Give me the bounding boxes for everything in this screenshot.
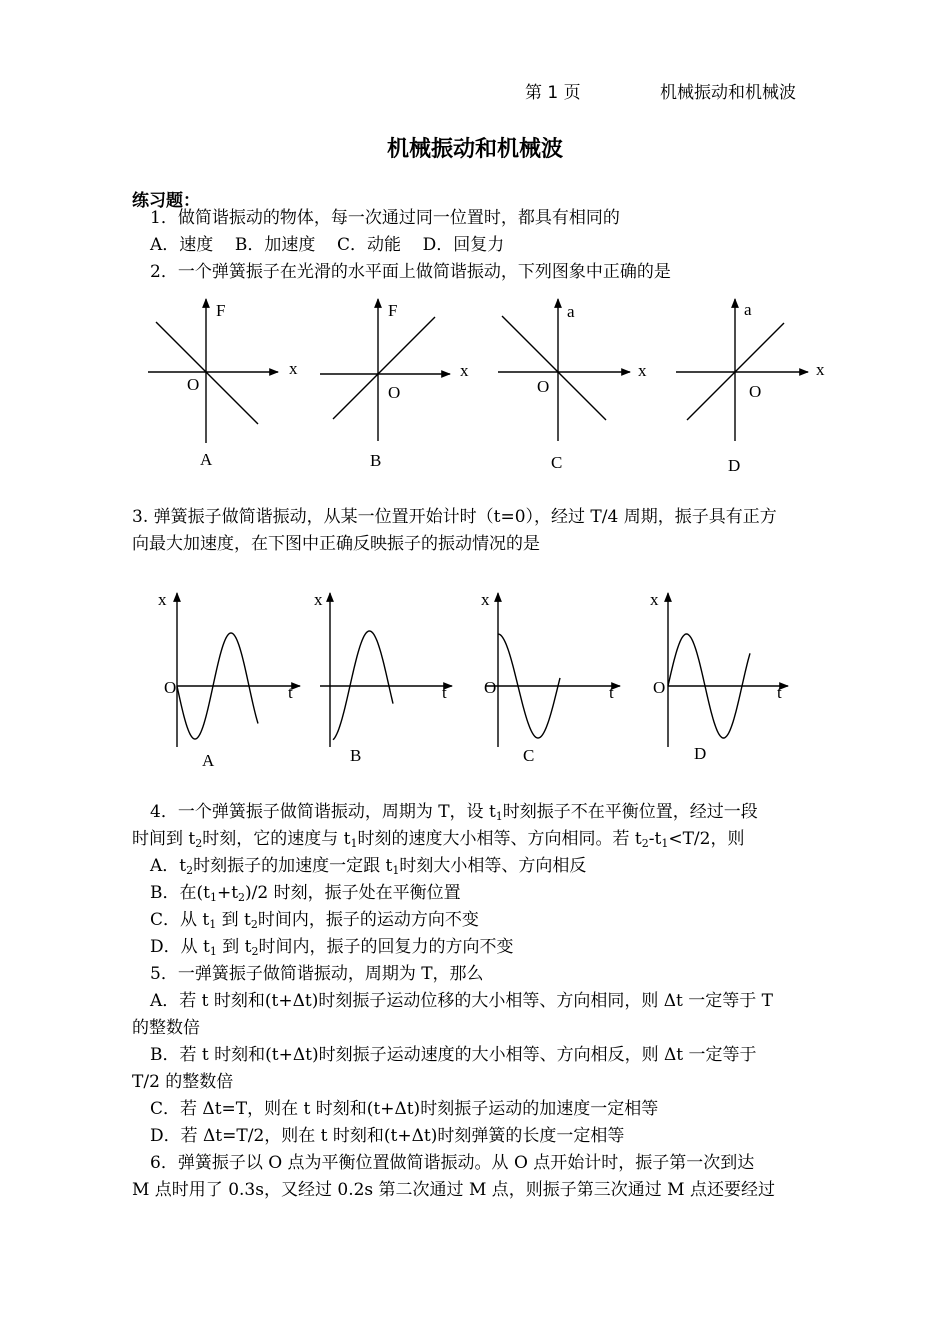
q2-d-letter: D <box>728 456 741 475</box>
q5-option-d: D．若 Δt=T/2，则在 t 时刻和(t+Δt)时刻弹簧的长度一定相等 <box>150 1126 625 1146</box>
q2-graph-b <box>320 299 469 470</box>
q3-b-letter: B <box>350 746 362 765</box>
q2-c-line <box>502 316 606 420</box>
q2-graph-d <box>676 299 825 475</box>
q3-c-letter: C <box>523 746 535 765</box>
q1-stem: 1．做简谐振动的物体，每一次通过同一位置时，都具有相同的 <box>150 208 620 228</box>
q5-option-c: C．若 Δt=T，则在 t 时刻和(t+Δt)时刻振子运动的加速度一定相等 <box>150 1099 659 1119</box>
q3-a-y-label: x <box>158 590 167 609</box>
q2-b-letter: B <box>370 451 382 470</box>
q2-b-x-label: x <box>460 361 469 380</box>
q5-stem: 5．一弹簧振子做简谐振动，周期为 T，那么 <box>150 964 484 984</box>
q2-graph-c <box>498 299 647 472</box>
q2-a-line <box>156 322 258 424</box>
q2-c-y-label: a <box>567 302 575 321</box>
q4-option-c: C．从 $t_1$ 到 $t_2$时间内，振子的运动方向不变 <box>150 910 479 931</box>
q2-b-y-label: F <box>388 301 398 320</box>
q2-d-x-label: x <box>816 360 825 379</box>
q4-option-b: B．在$(t_1+t_2)/2$ 时刻，振子处在平衡位置 <box>150 883 461 904</box>
q3-a-x-label: t <box>288 683 293 702</box>
q3-c-y-label: x <box>481 590 490 609</box>
q2-c-origin: O <box>537 377 550 396</box>
q3-c-origin: O <box>484 678 497 697</box>
q2-b-origin: O <box>388 383 401 402</box>
q5-option-a-line2: 的整数倍 <box>132 1018 200 1038</box>
q2-stem: 2．一个弹簧振子在光滑的水平面上做简谐振动，下列图象中正确的是 <box>150 262 671 282</box>
q3-b-x-label: t <box>442 683 447 702</box>
q3-a-origin: O <box>164 678 177 697</box>
header-section-title: 机械振动和机械波 <box>660 83 796 103</box>
q3-graph-d <box>650 590 788 763</box>
q3-graph-c <box>481 590 620 765</box>
q2-c-letter: C <box>551 453 563 472</box>
q3-d-letter: D <box>694 744 707 763</box>
q2-graph-a <box>148 299 298 469</box>
q3-graph-a <box>158 590 300 770</box>
q1-options: A．速度 B．加速度 C．动能 D．回复力 <box>150 235 505 255</box>
q2-d-y-label: a <box>744 300 752 319</box>
page-title: 机械振动和机械波 <box>386 137 563 162</box>
q2-a-x-label: x <box>289 359 298 378</box>
q3-d-y-label: x <box>650 590 659 609</box>
q2-graphs <box>140 295 840 480</box>
q4-line2: 时间到 $t_2$时刻，它的速度与 $t_1$时刻的速度大小相等、方向相同。若 $t_2-t_1<T/2$，则 <box>132 829 745 850</box>
q4-option-a: A．$t_2$时刻振子的加速度一定跟 $t_1$时刻大小相等、方向相反 <box>150 856 587 877</box>
q4-line1: 4．一个弹簧振子做简谐振动，周期为 T，设 $t_1$时刻振子不在平衡位置，经过一段 <box>150 802 758 823</box>
q3-a-letter: A <box>202 751 215 770</box>
q3-graphs <box>150 585 810 775</box>
q3-graph-b <box>314 590 452 765</box>
q5-option-b-line1: B．若 t 时刻和(t+Δt)时刻振子运动速度的大小相等、方向相反，则 Δt 一定等于 <box>150 1045 757 1065</box>
q3-stem-line1: 3. 弹簧振子做简谐振动，从某一位置开始计时（t=0），经过 T/4 周期，振子具有正方 <box>132 507 777 527</box>
q5-option-b-line2: T/2 的整数倍 <box>132 1072 234 1092</box>
q3-c-x-label: t <box>609 683 614 702</box>
q6-line1: 6．弹簧振子以 O 点为平衡位置做简谐振动。从 O 点开始计时，振子第一次到达 <box>150 1153 755 1173</box>
q2-c-x-label: x <box>638 361 647 380</box>
q3-b-y-label: x <box>314 590 323 609</box>
q2-d-origin: O <box>749 382 762 401</box>
q3-stem-line2: 向最大加速度，在下图中正确反映振子的振动情况的是 <box>132 534 540 554</box>
header-page-number: 第 1 页 <box>525 83 581 103</box>
q6-line2: M 点时用了 0.3s，又经过 0.2s 第二次通过 M 点，则振子第三次通过 M 点还要经过 <box>132 1180 775 1200</box>
q2-a-origin: O <box>187 375 200 394</box>
q3-d-x-label: t <box>777 683 782 702</box>
q2-b-line <box>333 317 435 419</box>
q5-option-a-line1: A．若 t 时刻和(t+Δt)时刻振子运动位移的大小相等、方向相同，则 Δt 一定等于 T <box>150 991 774 1011</box>
q3-d-origin: O <box>653 678 666 697</box>
exercise-label: 练习题： <box>132 191 200 211</box>
q4-option-d: D．从 $t_1$ 到 $t_2$时间内，振子的回复力的方向不变 <box>150 937 514 958</box>
q2-a-y-label: F <box>216 301 226 320</box>
q2-a-letter: A <box>200 450 213 469</box>
